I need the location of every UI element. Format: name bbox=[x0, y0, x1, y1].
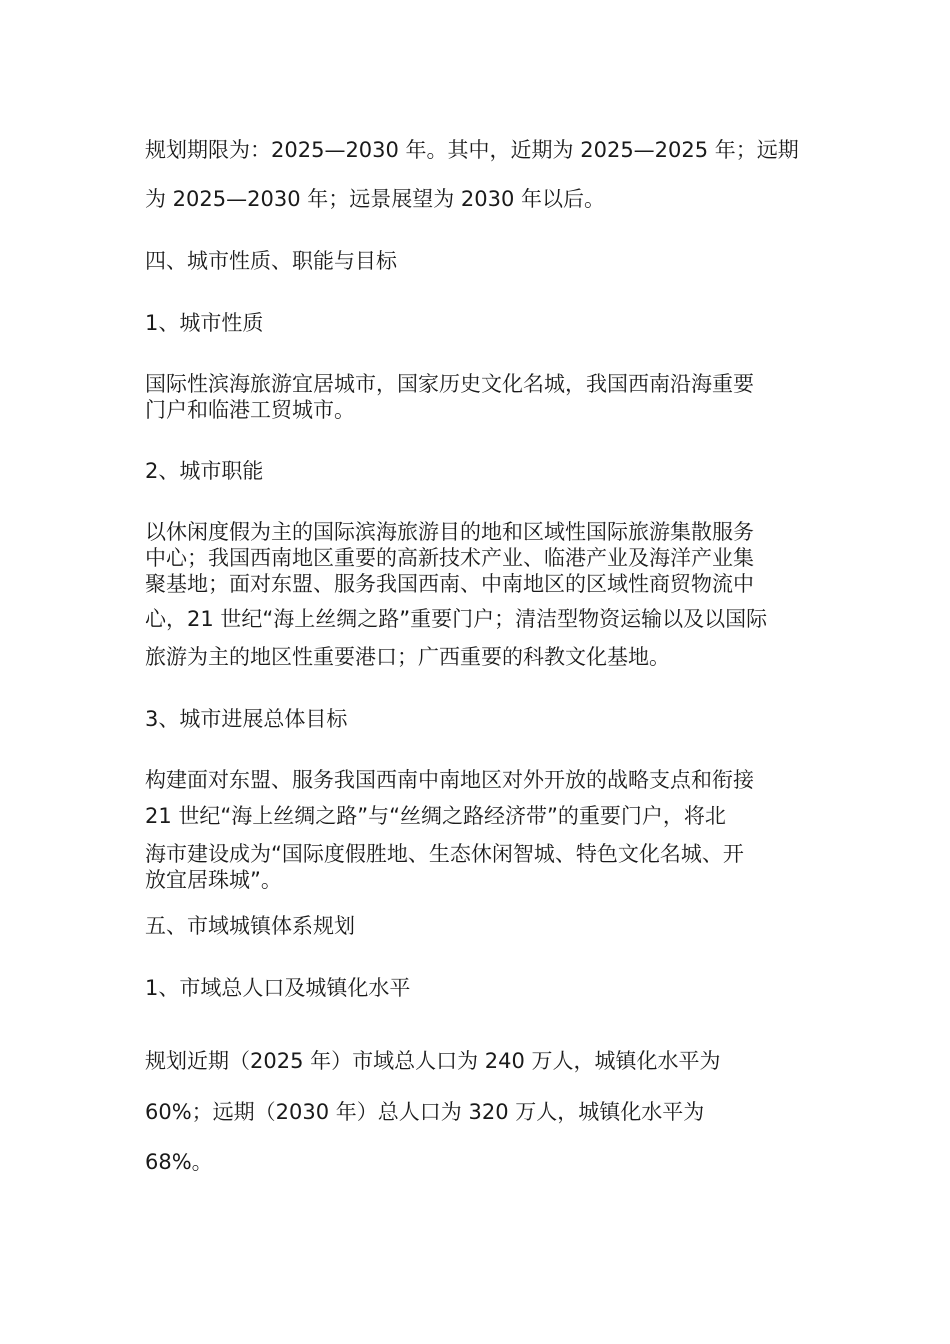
text-line: 门户和临港工贸城市。 bbox=[145, 398, 355, 422]
text-line: 21 世纪“海上丝绸之路”与“丝绸之路经济带”的重要门户，将北 bbox=[145, 804, 726, 828]
text-line: 为 2025—2030 年；远景展望为 2030 年以后。 bbox=[145, 187, 606, 211]
text-line: 构建面对东盟、服务我国西南中南地区对外开放的战略支点和衔接 bbox=[145, 768, 754, 792]
text-line: 海市建设成为“国际度假胜地、生态休闲智城、特色文化名城、开 bbox=[145, 842, 744, 866]
text-line: 心，21 世纪“海上丝绸之路”重要门户；清洁型物资运输以及以国际 bbox=[145, 607, 768, 631]
text-line: 以休闲度假为主的国际滨海旅游目的地和区域性国际旅游集散服务 bbox=[145, 520, 754, 544]
text-line: 68%。 bbox=[145, 1150, 213, 1174]
text-line: 60%；远期（2030 年）总人口为 320 万人，城镇化水平为 bbox=[145, 1100, 705, 1124]
subsection-heading: 1、市域总人口及城镇化水平 bbox=[145, 976, 411, 1000]
subsection-heading: 2、城市职能 bbox=[145, 459, 264, 483]
section-heading: 五、市域城镇体系规划 bbox=[145, 914, 355, 938]
text-line: 放宜居珠城”。 bbox=[145, 868, 282, 892]
text-line: 规划近期（2025 年）市域总人口为 240 万人，城镇化水平为 bbox=[145, 1049, 721, 1073]
subsection-heading: 3、城市进展总体目标 bbox=[145, 707, 348, 731]
text-line: 旅游为主的地区性重要港口；广西重要的科教文化基地。 bbox=[145, 645, 670, 669]
text-line: 国际性滨海旅游宜居城市，国家历史文化名城，我国西南沿海重要 bbox=[145, 372, 754, 396]
text-line: 规划期限为：2025—2030 年。其中，近期为 2025—2025 年；远期 bbox=[145, 138, 799, 162]
text-line: 聚基地；面对东盟、服务我国西南、中南地区的区域性商贸物流中 bbox=[145, 572, 754, 596]
subsection-heading: 1、城市性质 bbox=[145, 311, 264, 335]
text-line: 中心；我国西南地区重要的高新技术产业、临港产业及海洋产业集 bbox=[145, 546, 754, 570]
section-heading: 四、城市性质、职能与目标 bbox=[145, 249, 397, 273]
